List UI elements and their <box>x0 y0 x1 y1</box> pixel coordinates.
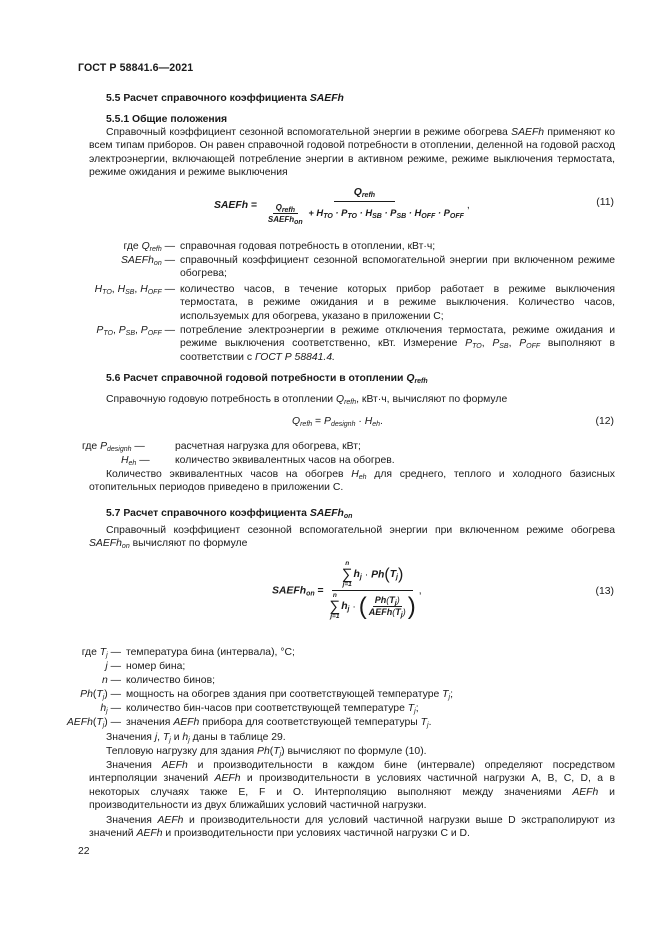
section-5-7-paragraph: Справочный коэффициент сезонной вспомогательной энергии при включенном режиме обогрева SAEFh$_{on}$ вычисляют по формуле <box>89 525 615 551</box>
legend-symbol-hours: $H_{TO}$, $H_{SB}$, $H_{OFF}$ — <box>94 284 175 296</box>
values-line: Значения j, $T_j$ и $h_j$ даны в таблице 29. <box>106 732 286 744</box>
legend-text-pdesignh: расчетная нагрузка для обогрева, кВт; <box>175 441 361 452</box>
legend-symbol-tj: где $T_j$ — <box>81 647 121 659</box>
legend-symbol-heh: $H_{eh}$ — <box>121 455 150 467</box>
legend-symbol-saefhon: SAEFh$_{on}$ — <box>121 255 175 267</box>
legend-symbol-aefh: $AEFh(T_j)$ — <box>66 717 121 729</box>
section-5-6-paragraph: Справочную годовую потребность в отоплении $Q_{refh}$, кВт·ч, вычисляют по формуле <box>106 394 508 406</box>
equation-13-number: (13) <box>595 586 614 597</box>
page-number: 22 <box>78 846 90 857</box>
section-5-5-1-title: 5.5.1 Общие положения <box>106 114 228 125</box>
section-5-5-title: 5.5 Расчет справочного коэффициента SAEFh <box>106 93 344 104</box>
legend-symbol-qrefh: где $Q_{refh}$ — <box>123 241 175 253</box>
legend-text-saefhon: справочный коэффициент сезонной вспомогательной энергии при включенном режиме обогрева; <box>180 255 615 280</box>
legend-symbol-pdesignh: где $P_{designh}$ — <box>82 441 145 453</box>
legend-symbol-ph: $Ph(T_j)$ — <box>80 689 121 701</box>
document-header: ГОСТ Р 58841.6—2021 <box>78 62 194 74</box>
legend-text-qrefh: справочная годовая потребность в отоплении, кВт·ч; <box>180 241 436 252</box>
heat-load-line: Тепловую нагрузку для здания $Ph(T_j)$ вычисляют по формуле (10). <box>106 746 427 758</box>
section-5-5-1-paragraph: Справочный коэффициент сезонной вспомогательной энергии в режиме обогрева SAEFh применяют ко всем типам приборов. Он равен справочной годовой потребности в отоплении, деленной на годовой расход электроэнергии, включающей потребление энергии в активном режиме, режиме выключения термостата, режиме ожидания и режиме выключения <box>89 127 615 179</box>
equation-13: SAEFh$_{on}$ = n ∑ j=1 $h_j \cdot Ph(T_j)$ n ∑ j=1 $h_j$ · ( $\frac{Ph(T_j)}{AEFh(T_j)}$ ) , <box>272 560 422 620</box>
legend-text-hj: количество бин-часов при соответствующей температуре $T_j$; <box>126 703 419 715</box>
equation-11-number: (11) <box>596 197 614 208</box>
equation-12: $Q_{refh} = P_{designh} \cdot H_{eh}$. <box>292 416 383 428</box>
section-5-7-title: 5.7 Расчет справочного коэффициента SAEFh$_{on}$ <box>106 508 353 520</box>
legend-symbol-n: n — <box>101 675 121 686</box>
equation-11: SAEFh = $Q_{refh}$ $\frac{Q_{refh}}{SAEFh_{on}}$ + $H_{TO} \cdot P_{TO} \cdot H_{SB} \cdot P_{SB} \cdot H_{OFF} \cdot P_{OFF}$ , <box>214 187 470 226</box>
legend-symbol-hj: $h_j$ — <box>100 703 121 715</box>
legend-text-hours: количество часов, в течение которых прибор работает в режиме выключения термостата, в режиме ожидания и в режиме выключения. Количество часов, используемых для обогрева, указано в приложении С; <box>180 284 615 322</box>
legend-text-ph: мощность на обогрев здания при соответствующей температуре $T_j$; <box>126 689 453 701</box>
section-5-6-note: Количество эквивалентных часов на обогрев $H_{eh}$ для среднего, теплого и холодного базисных отопительных периодов приведено в приложении С. <box>89 469 615 494</box>
legend-symbol-power: $P_{TO}$, $P_{SB}$, $P_{OFF}$ — <box>96 325 175 337</box>
legend-symbol-j: j — <box>105 661 121 672</box>
legend-text-j: номер бина; <box>126 661 186 672</box>
interpolation-paragraph: Значения AEFh и производительности в каждом бине (интервале) определяют посредством интерполяции значений AEFh и производительности в условиях частичной нагрузки А, В, С, D, а в некоторых случаях также E, F и O. Интерполяцию выполняют между значениями AEFh и производительности из двух ближайших условий частичной нагрузки. <box>89 760 615 812</box>
equation-12-number: (12) <box>595 416 614 427</box>
legend-text-heh: количество эквивалентных часов на обогрев. <box>175 455 395 466</box>
legend-text-n: количество бинов; <box>126 675 215 686</box>
extrapolation-paragraph: Значения AEFh и производительности для условий частичной нагрузки выше D экстраполируют из значений AEFh и производительности при условиях частичной нагрузки С и D. <box>89 815 615 840</box>
section-5-6-title: 5.6 Расчет справочной годовой потребности в отоплении $Q_{refh}$ <box>106 373 428 385</box>
legend-text-tj: температура бина (интервала), °C; <box>126 647 295 658</box>
legend-text-power: потребление электроэнергии в режиме отключения термостата, режиме ожидания и режиме выключения соответственно, кВт. Измерение $P_{TO}$, $P_{SB}$, $P_{OFF}$ выполняют в соответствии с ГОСТ Р 58841.4. <box>180 325 616 363</box>
legend-text-aefh: значения AEFh прибора для соответствующей температуры $T_j$. <box>126 717 432 729</box>
